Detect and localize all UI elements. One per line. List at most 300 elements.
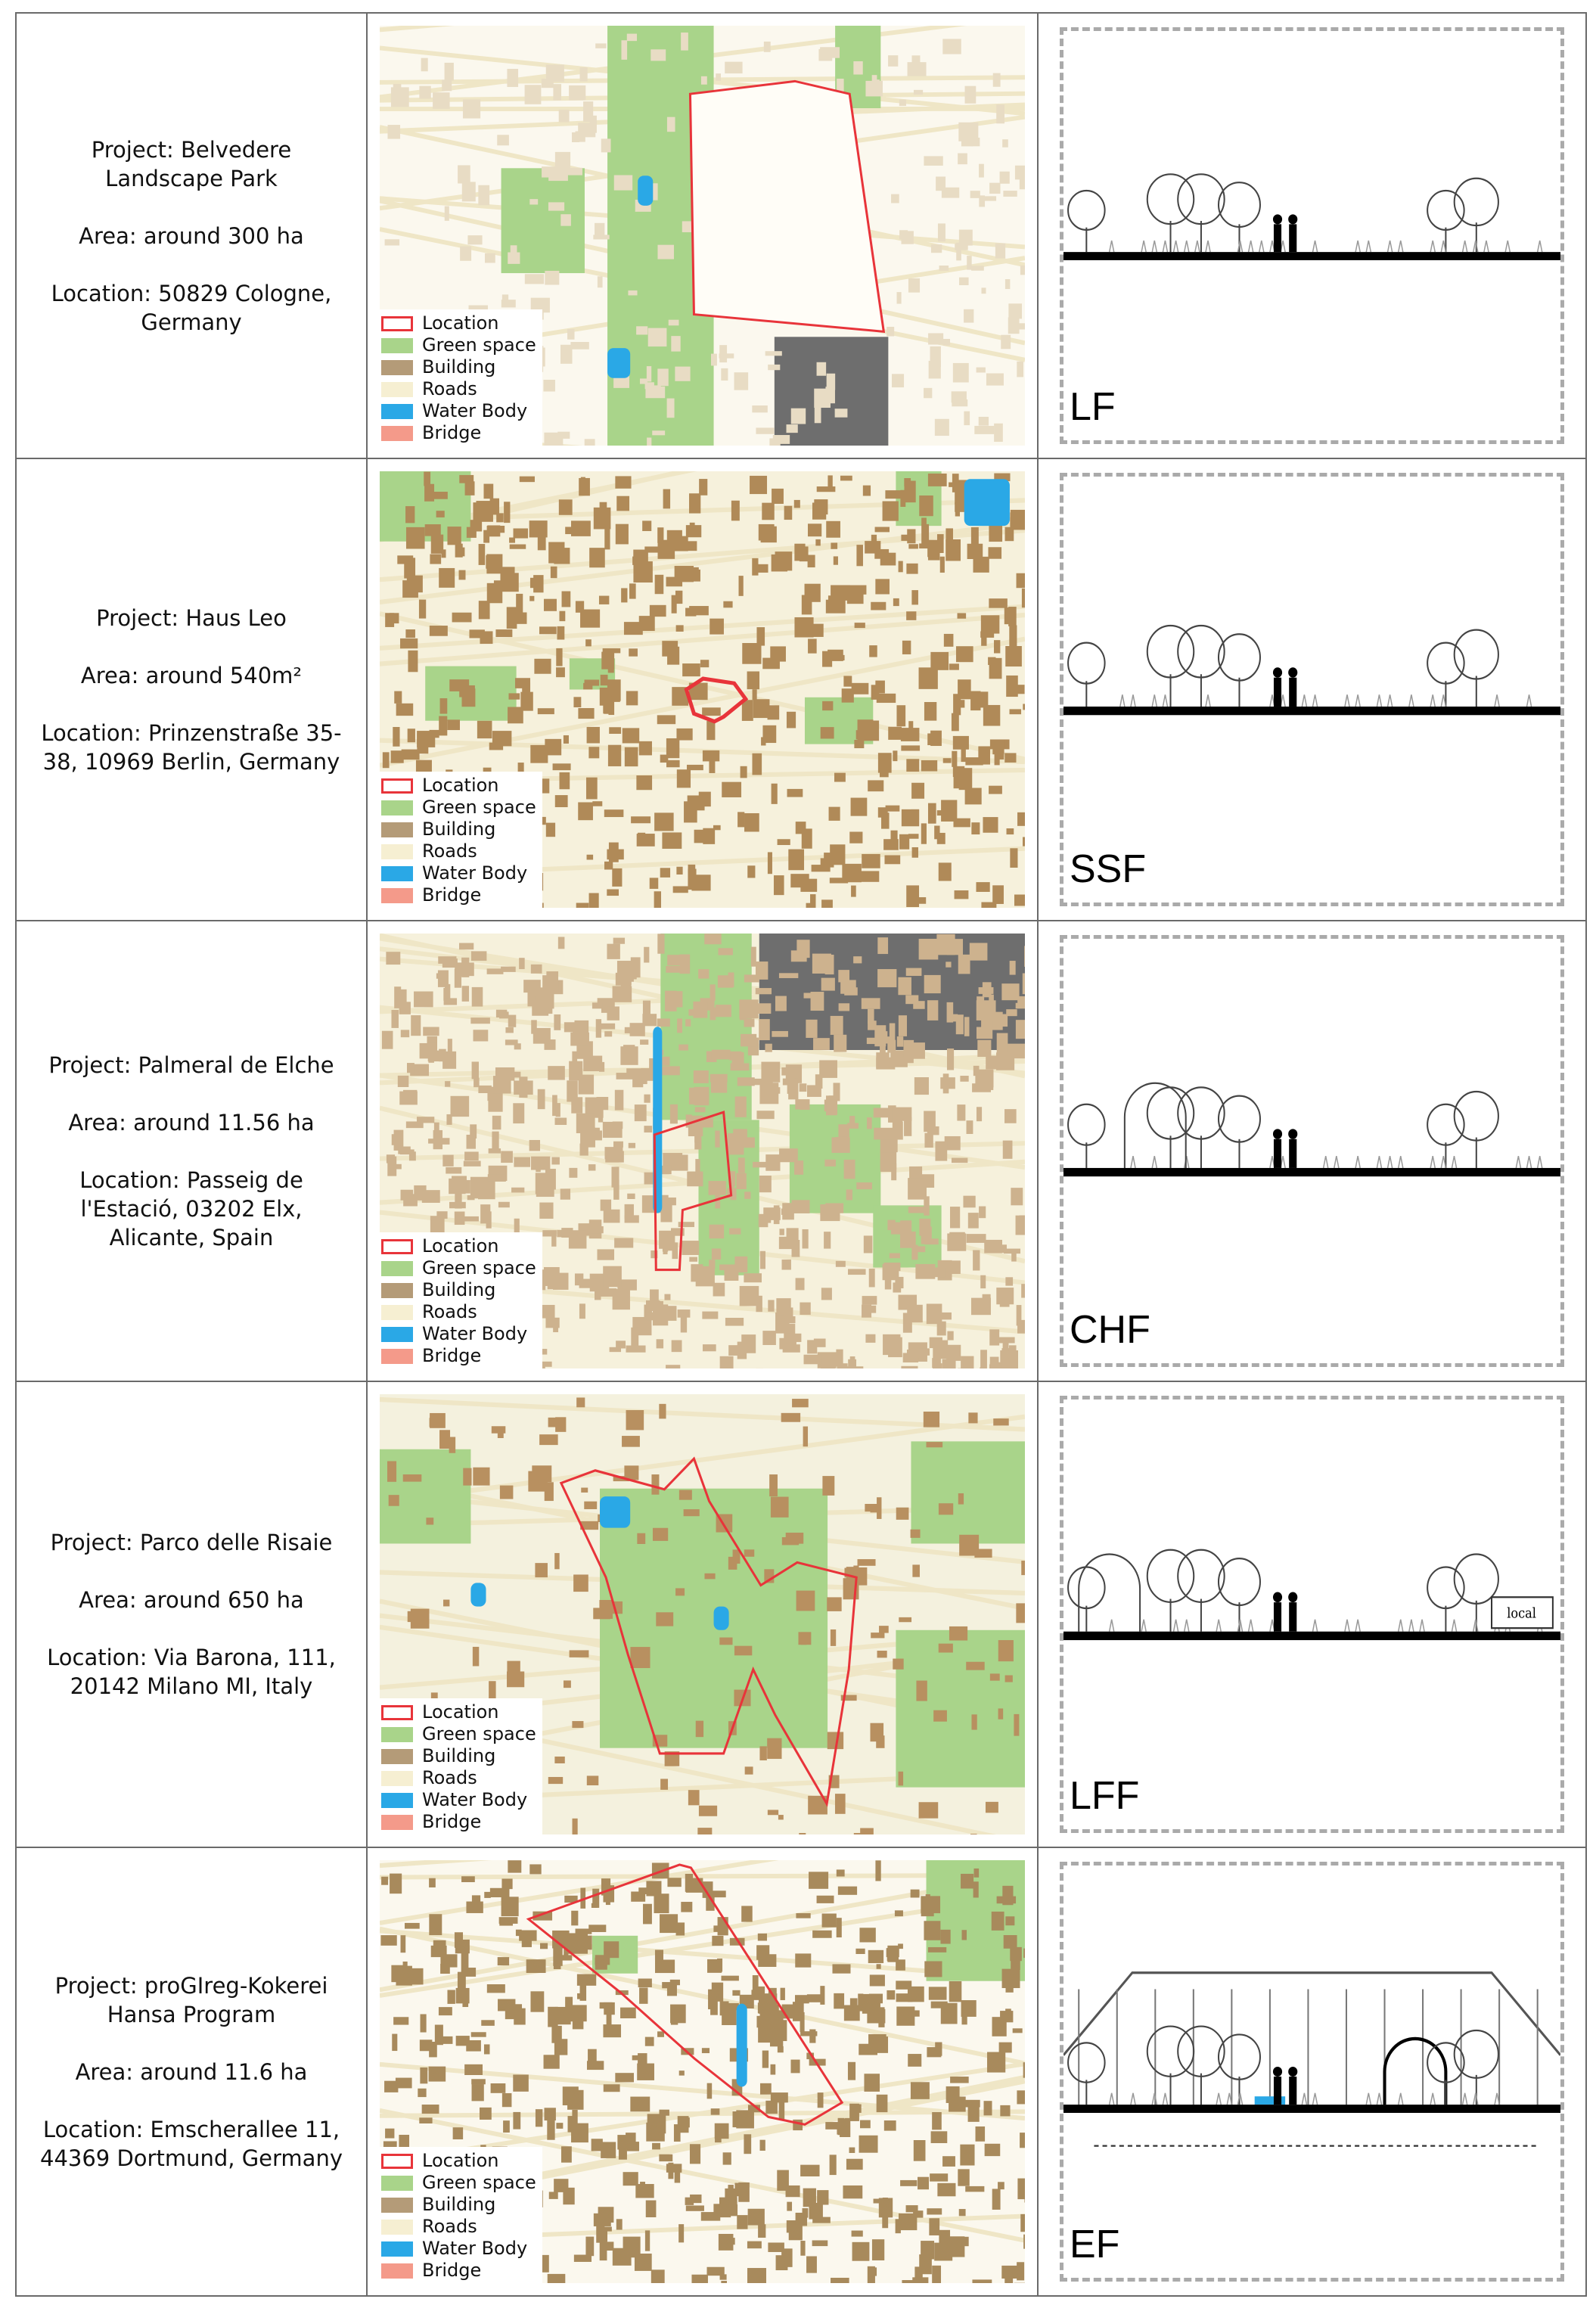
building — [998, 1640, 1014, 1661]
building — [880, 1031, 887, 1037]
building — [958, 1493, 964, 1505]
plant-icon — [1206, 241, 1210, 252]
building — [477, 721, 492, 738]
building — [447, 1990, 455, 2003]
section-sketch-cell — [1038, 1847, 1586, 2296]
building — [737, 1077, 755, 1086]
building — [424, 472, 430, 486]
building — [422, 1190, 440, 1203]
building — [390, 613, 399, 623]
building — [514, 1219, 520, 1232]
plant-icon — [1355, 241, 1360, 252]
building — [937, 833, 945, 844]
building — [858, 1559, 876, 1566]
legend-swatch — [381, 360, 413, 375]
building — [899, 230, 908, 239]
person-icon — [1273, 2067, 1282, 2077]
building — [762, 503, 774, 520]
building — [655, 1949, 663, 1959]
building — [499, 1918, 513, 1925]
building — [496, 513, 504, 522]
building — [549, 2192, 558, 2198]
legend-label: Building — [422, 819, 496, 840]
building — [697, 1828, 712, 1834]
building — [794, 617, 813, 638]
building — [616, 2219, 623, 2229]
building — [848, 586, 867, 595]
building — [600, 2002, 613, 2008]
legend-item — [381, 1345, 536, 1367]
building — [742, 643, 761, 664]
map-legend — [380, 1698, 542, 1834]
building — [581, 1488, 588, 1493]
building — [695, 1107, 706, 1112]
building — [707, 1959, 722, 1973]
building — [551, 1157, 560, 1165]
building — [429, 2067, 446, 2082]
building — [638, 2053, 647, 2071]
building — [601, 1288, 616, 1297]
farm-type-label: LF — [1070, 385, 1116, 429]
building — [817, 1896, 834, 1903]
plant-icon — [1527, 1156, 1532, 1168]
building — [1017, 2090, 1025, 2104]
building — [419, 600, 426, 619]
plant-icon — [1120, 694, 1125, 707]
building — [826, 600, 846, 614]
building — [931, 244, 942, 253]
building — [429, 1878, 436, 1887]
building — [516, 1930, 522, 1936]
building — [762, 1076, 773, 1096]
building — [736, 1173, 746, 1189]
building — [626, 691, 638, 705]
building — [852, 2242, 870, 2261]
building — [686, 1114, 692, 1127]
building — [860, 721, 880, 741]
legend-swatch — [381, 2154, 413, 2169]
building — [916, 1681, 927, 1701]
building — [803, 1229, 809, 1249]
person-body — [1274, 224, 1281, 252]
building — [748, 2209, 765, 2226]
building — [992, 2189, 1001, 2210]
building — [574, 2255, 592, 2262]
building — [1002, 1969, 1020, 1988]
building — [585, 639, 592, 646]
plant-icon — [1452, 1620, 1456, 1632]
building — [583, 683, 592, 690]
building — [629, 1143, 635, 1148]
building — [668, 2163, 673, 2179]
tree-icon — [1455, 630, 1498, 679]
building — [952, 751, 957, 767]
building — [685, 1874, 693, 1892]
building — [854, 740, 864, 748]
plant-icon — [1141, 1620, 1146, 1632]
project-location: Location: Passeig de l'Estació, 03202 Elx, Alicante, Spain — [79, 1167, 303, 1250]
legend-label: Location — [422, 1235, 499, 1257]
building — [538, 535, 546, 551]
building — [391, 87, 409, 107]
plant-icon — [1366, 2093, 1371, 2105]
building — [569, 85, 585, 101]
building — [886, 806, 900, 812]
tree-icon — [1455, 179, 1498, 225]
building — [533, 1028, 551, 1044]
plant-icon — [1473, 241, 1478, 252]
building — [1020, 266, 1025, 275]
building — [1014, 895, 1025, 906]
building — [417, 731, 435, 747]
building — [911, 809, 919, 820]
building — [926, 1894, 930, 1908]
building — [721, 368, 728, 381]
legend-item — [381, 1745, 536, 1767]
person-body — [1289, 678, 1296, 707]
building — [1004, 753, 1016, 763]
legend-swatch — [381, 338, 413, 353]
plant-icon — [1302, 2093, 1306, 2105]
building — [516, 594, 523, 614]
building — [689, 493, 700, 513]
building — [799, 1833, 806, 1834]
building — [970, 191, 980, 198]
building — [812, 2240, 828, 2246]
building — [852, 683, 869, 694]
tree-icon — [1178, 626, 1224, 677]
building — [911, 2082, 930, 2099]
legend-item — [381, 819, 536, 840]
legend-label: Green space — [422, 1723, 536, 1744]
building — [616, 496, 629, 511]
legend-label: Roads — [422, 378, 477, 399]
building — [545, 1482, 554, 1501]
building — [658, 540, 675, 559]
building — [390, 1164, 402, 1170]
legend-label: Water Body — [422, 400, 528, 421]
building — [744, 1273, 762, 1282]
building — [601, 138, 611, 152]
building — [603, 2024, 621, 2037]
building — [616, 1073, 633, 1080]
building — [959, 230, 973, 246]
building — [635, 1104, 647, 1121]
building — [580, 610, 600, 628]
building — [821, 978, 835, 991]
building — [578, 123, 595, 137]
plant-icon — [1430, 1156, 1435, 1168]
plant-icon — [1345, 694, 1349, 707]
building — [1000, 2105, 1010, 2117]
plant-icon — [1430, 694, 1435, 707]
building — [1002, 139, 1008, 148]
building — [905, 1045, 913, 1063]
building — [928, 474, 947, 486]
building — [687, 1172, 703, 1187]
building — [800, 2241, 805, 2256]
case-study-table — [15, 12, 1587, 2297]
building — [707, 2083, 713, 2099]
building — [967, 1234, 986, 1243]
building — [745, 1766, 753, 1774]
tree-icon — [1147, 1087, 1194, 1139]
legend-item — [381, 1767, 536, 1789]
building — [613, 1179, 619, 1199]
building — [959, 278, 969, 285]
building — [959, 1535, 979, 1556]
legend-swatch — [381, 2241, 413, 2257]
building — [667, 117, 675, 132]
section-sketch-frame — [1060, 473, 1564, 906]
building — [867, 2009, 885, 2024]
building — [526, 1959, 546, 1973]
building — [603, 1266, 622, 1288]
building — [560, 345, 573, 364]
building — [958, 154, 967, 165]
building — [679, 955, 690, 974]
building — [455, 1212, 465, 1226]
building — [648, 328, 667, 346]
legend-item — [381, 2216, 536, 2238]
building — [701, 76, 707, 85]
building — [387, 1154, 395, 1163]
building — [599, 1062, 604, 1072]
building — [625, 1215, 639, 1222]
building — [508, 253, 520, 264]
building — [694, 830, 704, 843]
section-sketch — [1063, 1400, 1560, 1829]
building — [1002, 1359, 1014, 1368]
building — [879, 1626, 889, 1633]
building — [688, 869, 696, 890]
building — [704, 934, 721, 944]
building — [613, 949, 619, 957]
building — [695, 1159, 700, 1178]
building — [514, 528, 528, 538]
building — [1017, 812, 1025, 826]
building — [678, 2224, 684, 2242]
project-name: Project: Parco delle Risaie — [50, 1530, 333, 1555]
building — [508, 1860, 521, 1872]
building — [812, 954, 831, 974]
building — [977, 1107, 982, 1121]
building — [806, 1020, 817, 1038]
building — [657, 2031, 664, 2037]
tree-icon — [1068, 2043, 1105, 2082]
building — [924, 156, 942, 166]
building — [928, 1947, 946, 1953]
building — [387, 1461, 396, 1481]
building — [771, 1497, 789, 1518]
building — [768, 705, 780, 719]
building — [849, 831, 862, 843]
building — [791, 952, 806, 961]
building — [523, 980, 541, 993]
building — [500, 1486, 514, 1499]
building — [452, 613, 472, 623]
building — [947, 1331, 953, 1341]
tree-icon — [1178, 2027, 1224, 2077]
building — [999, 740, 1004, 760]
building — [989, 183, 1000, 194]
legend-item — [381, 422, 536, 444]
building — [556, 667, 565, 677]
plant-icon — [1313, 241, 1318, 252]
building — [646, 2201, 657, 2217]
legend-item — [381, 862, 536, 884]
building — [403, 1962, 408, 1974]
building — [974, 426, 994, 434]
building — [443, 1600, 449, 1607]
building — [570, 342, 588, 349]
building — [756, 427, 774, 433]
building — [604, 528, 610, 549]
building — [625, 1027, 638, 1033]
building — [722, 2008, 736, 2025]
building — [779, 2099, 785, 2119]
building — [877, 694, 896, 703]
building — [703, 1344, 716, 1351]
building — [781, 1067, 801, 1076]
building — [652, 430, 665, 435]
building — [464, 1161, 481, 1167]
building — [800, 879, 817, 892]
project-area: Area: around 300 ha — [79, 222, 304, 249]
building — [794, 1160, 803, 1175]
building — [937, 2183, 955, 2196]
building — [657, 368, 668, 386]
building — [734, 1257, 747, 1272]
building — [479, 544, 486, 565]
building — [883, 502, 899, 521]
building — [859, 2136, 878, 2153]
building — [387, 125, 400, 139]
legend-label: Building — [422, 1745, 496, 1766]
building — [870, 1974, 885, 1986]
building — [884, 2120, 896, 2131]
building — [569, 1061, 582, 1081]
building — [607, 2012, 612, 2028]
building — [962, 1930, 967, 1940]
building — [391, 750, 404, 763]
building — [968, 1412, 977, 1423]
building — [737, 812, 744, 827]
building — [436, 511, 445, 517]
building — [866, 1306, 876, 1313]
building — [807, 1085, 821, 1097]
building — [924, 1412, 939, 1427]
building — [760, 2140, 765, 2151]
building — [472, 2084, 484, 2101]
plant-icon — [1377, 2093, 1381, 2105]
building — [844, 1160, 855, 1179]
building — [440, 698, 448, 714]
building — [868, 780, 883, 791]
building — [821, 727, 834, 738]
building — [453, 2127, 464, 2139]
tree-icon — [1219, 1096, 1260, 1142]
building — [645, 2230, 650, 2251]
building — [495, 629, 512, 637]
building — [672, 595, 677, 614]
building — [623, 728, 639, 743]
building — [718, 1917, 728, 1935]
building — [988, 547, 1001, 558]
building — [979, 987, 994, 994]
plant-icon — [1152, 2093, 1157, 2105]
building — [650, 605, 666, 617]
building — [868, 1950, 883, 1963]
building — [656, 1612, 673, 1626]
building — [422, 2105, 439, 2114]
legend-item — [381, 1279, 536, 1301]
plant-icon — [1388, 241, 1393, 252]
tree-icon — [1178, 1087, 1224, 1139]
building — [848, 1359, 856, 1368]
building — [548, 2007, 557, 2027]
building — [1005, 1916, 1014, 1925]
person-icon — [1288, 667, 1297, 678]
project-info-cell — [16, 1381, 367, 1847]
plant-icon — [1399, 1620, 1403, 1632]
building — [564, 168, 582, 176]
building — [398, 1076, 408, 1087]
building — [952, 391, 967, 402]
building — [669, 320, 679, 326]
building — [741, 1334, 756, 1353]
building — [585, 439, 595, 446]
building — [874, 1108, 890, 1117]
building — [760, 2083, 772, 2095]
building — [1010, 709, 1022, 714]
building — [612, 868, 622, 887]
legend-swatch — [381, 316, 413, 331]
building — [943, 339, 950, 346]
building — [875, 681, 885, 694]
building — [436, 973, 443, 978]
building — [703, 828, 715, 844]
building — [781, 1413, 800, 1422]
building — [536, 2109, 542, 2126]
building — [640, 378, 647, 384]
building — [718, 948, 732, 955]
building — [888, 1337, 902, 1357]
building — [655, 575, 664, 594]
building — [775, 996, 787, 1011]
building — [983, 817, 998, 833]
plant-icon — [1409, 1620, 1414, 1632]
building — [420, 2039, 433, 2051]
building — [957, 1104, 965, 1120]
building — [689, 1088, 694, 1104]
building — [576, 902, 589, 908]
building — [637, 1533, 645, 1544]
building — [607, 850, 623, 860]
building — [900, 490, 905, 507]
building — [593, 1608, 610, 1619]
building — [539, 626, 557, 634]
section-sketch-cell — [1038, 458, 1586, 921]
building — [1021, 1561, 1025, 1575]
ground-line — [1063, 1632, 1560, 1640]
building — [657, 245, 674, 259]
building — [585, 2237, 594, 2257]
farm-type-label: CHF — [1070, 1308, 1150, 1352]
building — [942, 1359, 956, 1368]
building — [571, 1911, 578, 1926]
legend-swatch — [381, 866, 413, 881]
